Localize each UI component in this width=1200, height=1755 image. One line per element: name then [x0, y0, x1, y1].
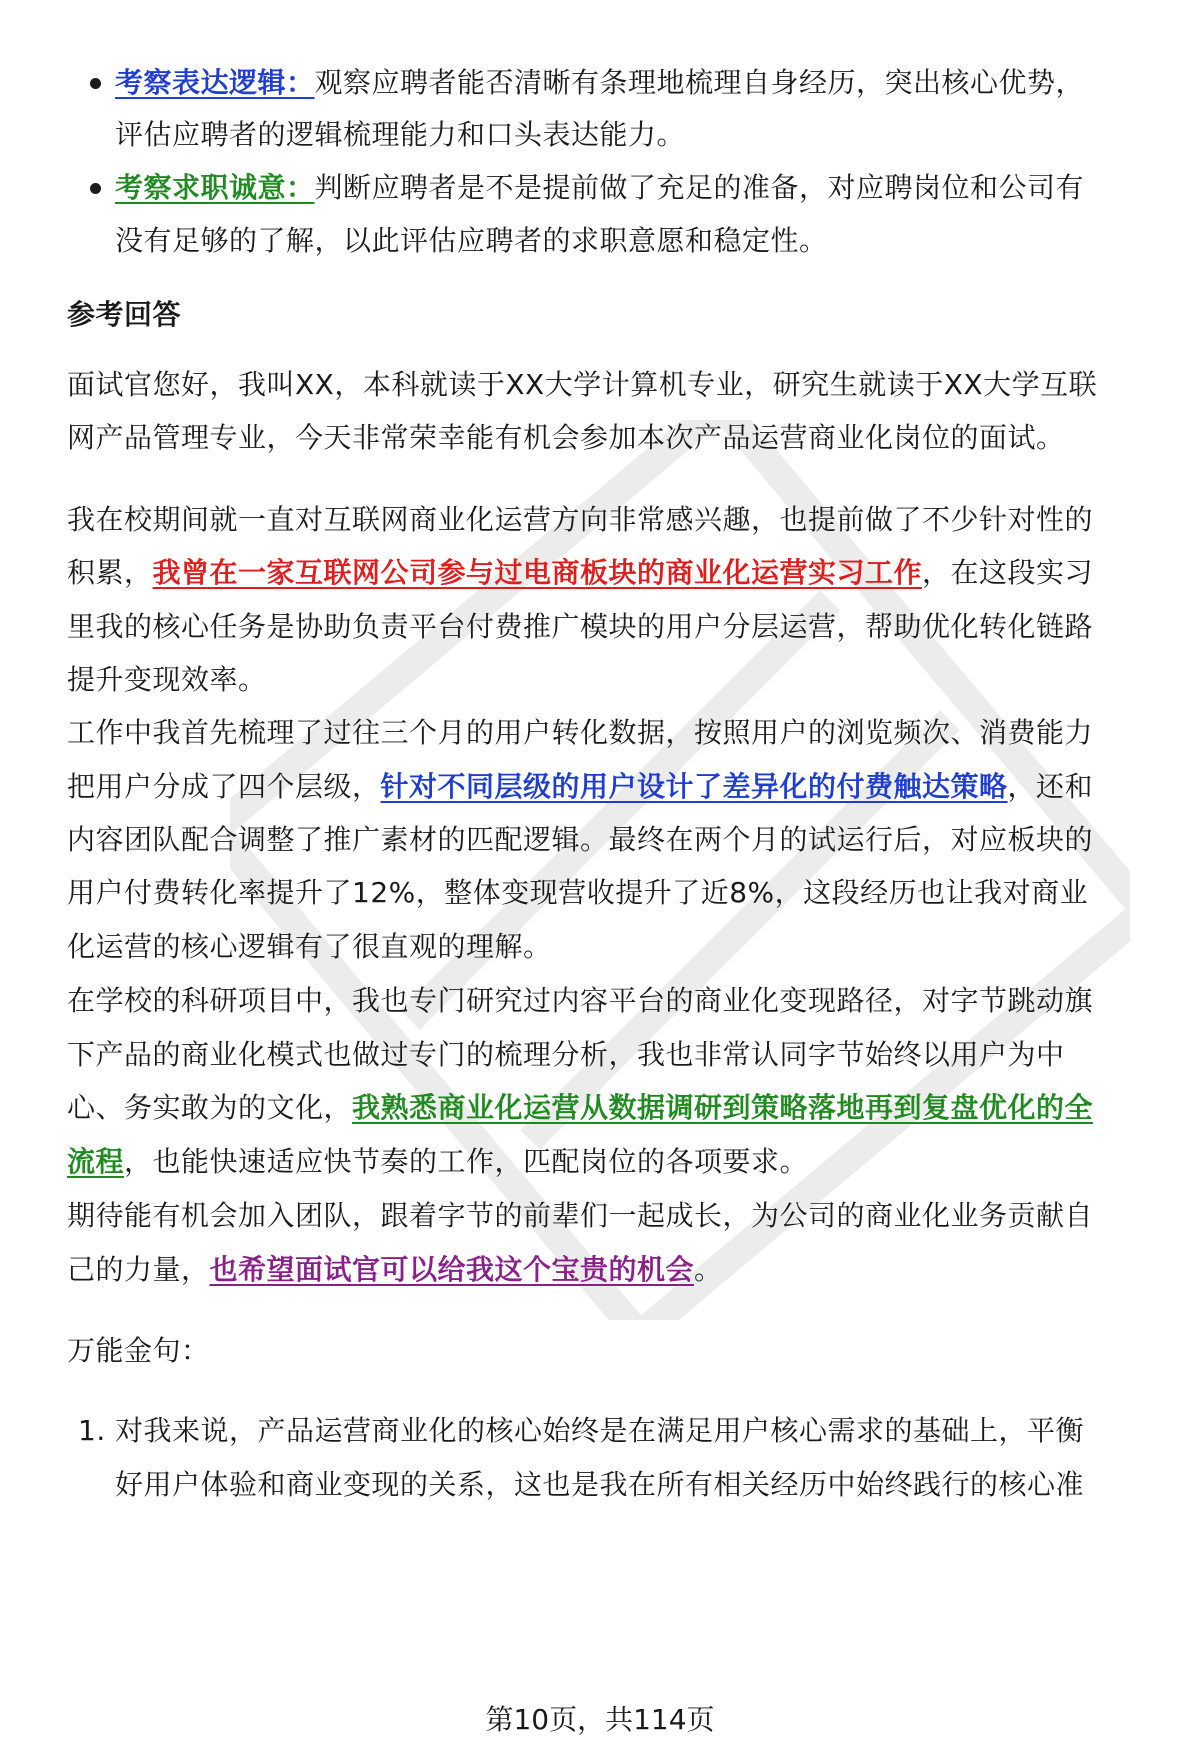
- paragraph-line: 下产品的商业化模式也做过专门的梳理分析，我也非常认同字节始终以用户为中: [67, 1038, 1065, 1071]
- numbered-item-line: 好用户体验和商业变现的关系，这也是我在所有相关经历中始终践行的核心准: [115, 1468, 1085, 1501]
- paragraph-line: 面试官您好，我叫XX，本科就读于XX大学计算机专业，研究生就读于XX大学互联: [67, 368, 1098, 401]
- paragraph-line: 心、务实敢为的文化，我熟悉商业化运营从数据调研到策略落地再到复盘优化的全: [67, 1091, 1094, 1124]
- bullet-item-2-line2: 没有足够的了解，以此评估应聘者的求职意愿和稳定性。: [115, 224, 828, 257]
- section-heading: 参考回答: [67, 298, 182, 331]
- bullet-item-1-line1: [115, 63, 1084, 103]
- paragraph-line: 在学校的科研项目中，我也专门研究过内容平台的商业化变现路径，对字节跳动旗: [67, 984, 1094, 1017]
- paragraph-line: 把用户分成了四个层级，针对不同层级的用户设计了差异化的付费触达策略，还和: [67, 770, 1094, 803]
- paragraph-line: 己的力量，也希望面试官可以给我这个宝贵的机会。: [67, 1253, 723, 1286]
- highlight-process: 我熟悉商业化运营从数据调研到策略落地再到复盘优化的全: [352, 1091, 1094, 1124]
- list-number: 1.: [78, 1414, 106, 1447]
- page-number: 第10页，共114页: [485, 1703, 715, 1736]
- highlight-closing: 也希望面试官可以给我这个宝贵的机会: [209, 1253, 695, 1286]
- paragraph-line: 内容团队配合调整了推广素材的匹配逻辑。最终在两个月的试运行后，对应板块的: [67, 823, 1094, 856]
- bullet-item-1-line2: 评估应聘者的逻辑梳理能力和口头表达能力。: [115, 118, 686, 151]
- paragraph-line: 用户付费转化率提升了12%，整体变现营收提升了近8%，这段经历也让我对商业: [67, 876, 1089, 909]
- bullet-text: 判断应聘者是不是提前做了充足的准备，对应聘岗位和公司有: [314, 171, 1085, 204]
- paragraph-line: 工作中我首先梳理了过往三个月的用户转化数据，按照用户的浏览频次、消费能力: [67, 716, 1094, 749]
- bullet-item-2-line1: [115, 168, 1084, 208]
- paragraph-line: 化运营的核心逻辑有了很直观的理解。: [67, 930, 552, 963]
- paragraph-line: 里我的核心任务是协助负责平台付费推广模块的用户分层运营，帮助优化转化链路: [67, 610, 1094, 643]
- highlight-internship: 我曾在一家互联网公司参与过电商板块的商业化运营实习工作: [152, 556, 923, 589]
- paragraph-line: 网产品管理专业，今天非常荣幸能有机会参加本次产品运营商业化岗位的面试。: [67, 421, 1065, 454]
- bullet-label-expression-logic: 考察表达逻辑：: [115, 66, 315, 99]
- bullet-label-job-sincerity: 考察求职诚意：: [115, 171, 315, 204]
- paragraph-line: 期待能有机会加入团队，跟着字节的前辈们一起成长，为公司的商业化业务贡献自: [67, 1199, 1094, 1232]
- bullet-text: 观察应聘者能否清晰有条理地梳理自身经历，突出核心优势，: [314, 66, 1085, 99]
- bullet-dot: [90, 183, 101, 194]
- paragraph-line: 流程，也能快速适应快节奏的工作，匹配岗位的各项要求。: [67, 1145, 809, 1178]
- highlight-strategy: 针对不同层级的用户设计了差异化的付费触达策略: [380, 770, 1008, 803]
- paragraph-line: 积累，我曾在一家互联网公司参与过电商板块的商业化运营实习工作，在这段实习: [67, 556, 1094, 589]
- bullet-dot: [90, 78, 101, 89]
- golden-sentences-heading: 万能金句：: [67, 1334, 210, 1367]
- paragraph-line: 我在校期间就一直对互联网商业化运营方向非常感兴趣，也提前做了不少针对性的: [67, 503, 1094, 536]
- highlight-process-end: 流程: [67, 1145, 125, 1178]
- numbered-item-line: 对我来说，产品运营商业化的核心始终是在满足用户核心需求的基础上，平衡: [115, 1414, 1085, 1447]
- paragraph-line: 提升变现效率。: [67, 663, 267, 696]
